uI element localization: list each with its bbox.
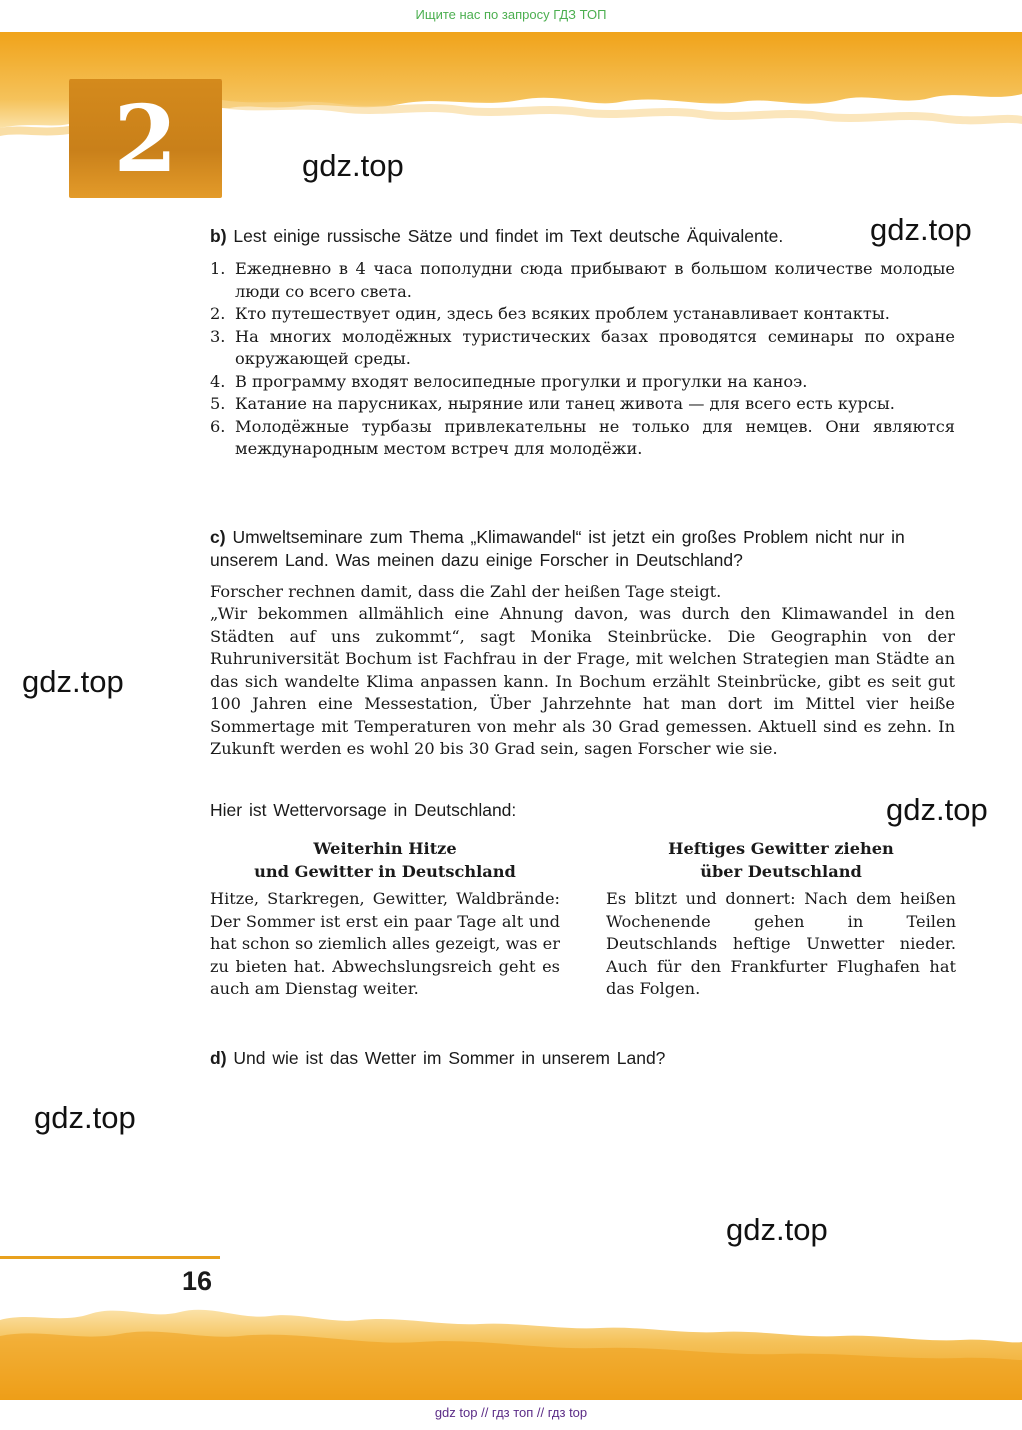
list-item <box>210 303 955 326</box>
item-number: 1. <box>210 259 226 278</box>
bottom-banner-decoration <box>0 1290 1022 1400</box>
item-text: Кто путешествует один, здесь без всяких проблем устанавливает контакты. <box>235 304 890 323</box>
task-d-instruction <box>210 1047 955 1070</box>
item-text: На многих молодёжных туристических базах проводятся семинары по охране окружающей среды. <box>235 326 955 368</box>
forecast-right-text: Es blitzt und donnert: Nach dem heißen Wochenende gehen in Teilen Deutschlands heftige Unwetter nieder. Auch für den Frankfurter Flughafen hat das Folgen. <box>606 889 956 998</box>
chapter-number: 2 <box>113 84 178 193</box>
footer-note: gdz top // гдз топ // гдз top <box>434 1405 588 1420</box>
list-item <box>210 326 955 371</box>
watermark: gdz.top <box>726 1212 828 1247</box>
task-c-label: c) <box>210 527 226 547</box>
article-intro: Forscher rechnen damit, dass die Zahl der heißen Tage steigt. <box>210 582 722 601</box>
item-number: 5. <box>210 394 226 413</box>
watermark: gdz.top <box>302 148 404 183</box>
item-text: Катание на парусниках, ныряние или танец живота — для всего есть курсы. <box>235 394 895 413</box>
forecast-intro: Hier ist Wettervorsage in Deutschland: <box>210 800 517 820</box>
top-note: Ищите нас по запросу ГДЗ ТОП <box>415 7 607 22</box>
task-d-text: Und wie ist das Wetter im Sommer in unserem Land? <box>233 1048 666 1068</box>
item-number: 6. <box>210 416 226 436</box>
forecast-left-column <box>210 838 560 1001</box>
forecast-right-heading-2: über Deutschland <box>700 861 862 881</box>
page-number: 16 <box>182 1266 213 1296</box>
task-d-label: d) <box>210 1048 227 1068</box>
page-number-rule <box>0 1256 220 1259</box>
item-text: Молодёжные турбазы привлекательны не только для немцев. Они являются международным местом встреч для молодёжи. <box>235 416 955 458</box>
watermark: gdz.top <box>886 792 988 827</box>
item-number: 2. <box>210 304 226 323</box>
task-b-instruction <box>210 225 955 248</box>
forecast-right-heading-1: Heftiges Gewitter ziehen <box>668 839 894 858</box>
item-number: 4. <box>210 371 226 391</box>
item-text: В программу входят велосипедные прогулки и прогулки на каноэ. <box>235 371 808 391</box>
task-b-label: b) <box>210 226 227 246</box>
forecast-left-heading-2: und Gewitter in Deutschland <box>254 861 516 881</box>
list-item <box>210 393 955 416</box>
list-item <box>210 371 955 394</box>
chapter-badge <box>69 79 222 198</box>
task-b-text: Lest einige russische Sätze und findet im Text deutsche Äquivalente. <box>233 226 784 246</box>
russian-sentence-list <box>210 258 955 461</box>
watermark: gdz.top <box>34 1100 136 1135</box>
article-body: „Wir bekommen allmählich eine Ahnung davon, was durch den Klimawandel in den Städten auf uns zukommt“, sagt Monika Steinbrücke. Die Geographin von der Ruhruniversität Bochum ist Fachfrau in der Frage, mit welchen Strategien man Städte an das sich wandelte Klima anpassen kann. In Bochum erzählt Steinbrücke, gibt es seit gut 100 Jahren eine Messestation, Über Jahrzehnte hat man dort im Mittel vier heiße Sommertage mit Temperaturen von mehr als 30 Grad gemessen. Aktuell sind es zehn. In Zukunft werden es wohl 20 bis 30 Grad sein, sagen Forscher wie sie. <box>210 604 955 758</box>
list-item <box>210 258 955 303</box>
item-text: Ежедневно в 4 часа пополудни сюда прибывают в большом количестве молодые люди со всего света. <box>235 259 955 301</box>
task-c-instruction <box>210 526 955 571</box>
list-item <box>210 416 955 461</box>
forecast-left-heading-1: Weiterhin Hitze <box>313 839 457 858</box>
forecast-right-column <box>606 838 956 1001</box>
task-c-text: Umweltseminare zum Thema „Klimawandel“ ist jetzt ein großes Problem nicht nur in unserem Land. Was meinen dazu einige Forscher in Deutschland? <box>210 527 905 570</box>
watermark: gdz.top <box>870 212 972 247</box>
watermark: gdz.top <box>22 664 124 699</box>
item-number: 3. <box>210 326 226 346</box>
forecast-left-text: Hitze, Starkregen, Gewitter, Waldbrände: Der Sommer ist erst ein paar Tage alt und hat schon so ziemlich alles gezeigt, was er zu bieten hat. Abwechslungsreich geht es auch am Dienstag weiter. <box>210 889 560 998</box>
